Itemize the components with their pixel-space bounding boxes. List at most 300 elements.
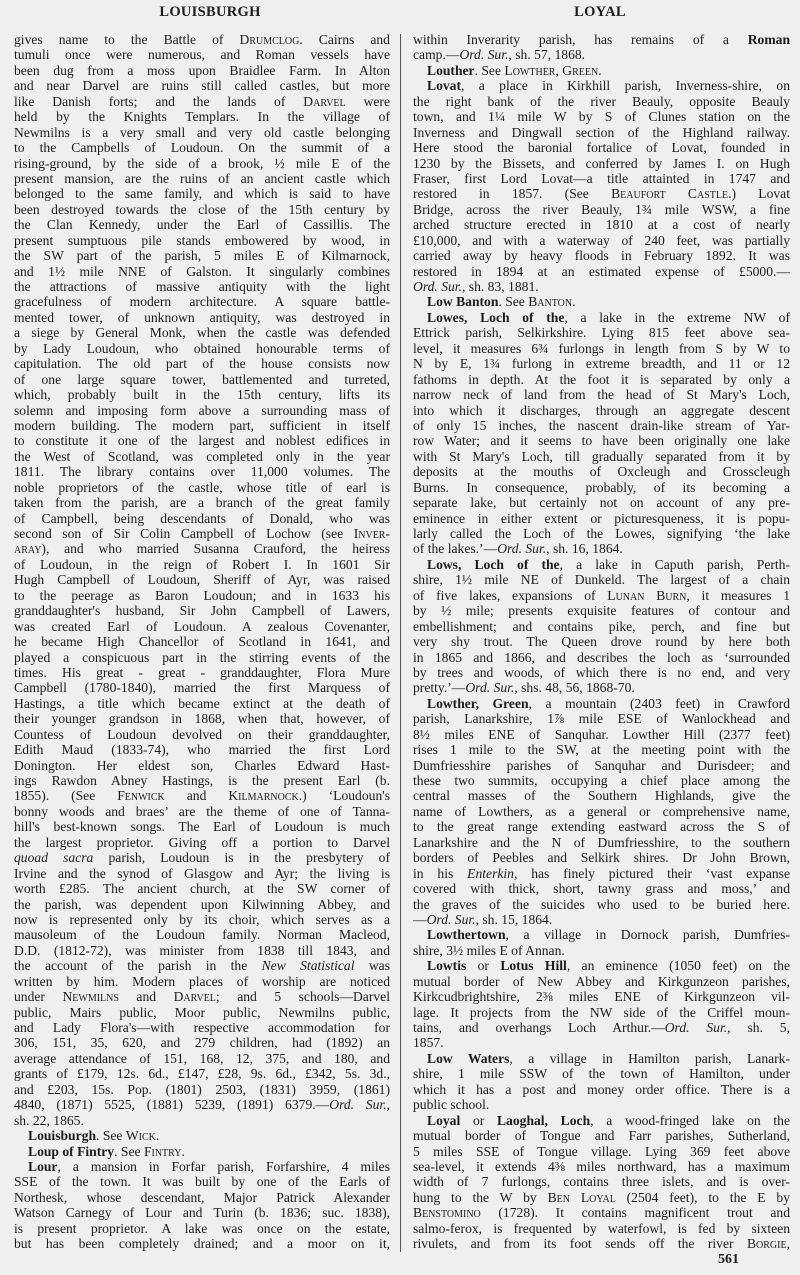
entry-headword: Low Banton bbox=[427, 294, 499, 310]
text-run: like Danish forts; and the lands of bbox=[14, 93, 304, 109]
text-run: public school. bbox=[413, 1097, 490, 1113]
text-run: deposits at the mouths of Oxcleugh and Crosscleugh bbox=[413, 464, 790, 480]
text-run: Donington. Her eldest son, Charles Edward Hast- bbox=[14, 757, 390, 773]
text-line bbox=[413, 727, 790, 742]
text-run: the parish, was dependent upon Kilwinning Abbey, and bbox=[14, 896, 390, 912]
text-run: Irvine and the synod of Glasgow and Ayr; the living is bbox=[14, 865, 390, 881]
text-line bbox=[14, 680, 390, 695]
text-run: , sh. 16, 1864. bbox=[546, 541, 623, 557]
text-line bbox=[14, 171, 390, 186]
text-run: Hastings, a title which became extinct at the death of bbox=[14, 695, 390, 711]
text-run: within Inverarity parish, has remains of a bbox=[413, 32, 748, 47]
text-run: a siege by General Monk, when the castle was defended bbox=[14, 325, 390, 341]
text-run: covered with thick, short, tawny grass and moss,’ and bbox=[413, 881, 790, 897]
text-run: second son of Sir Colin Campbell of Lochow (see bbox=[14, 526, 354, 541]
cross-reference: Borgie bbox=[746, 1236, 787, 1252]
entry-headword: Lows, Loch of the bbox=[427, 556, 560, 572]
text-run: (1728). It contains magnificent trout and bbox=[480, 1205, 790, 1221]
text-run: Northesk, whose descendant, Major Patrick Alexander bbox=[14, 1189, 390, 1205]
text-run: been dug from a moss upon Braidlee Farm. In Alton bbox=[14, 62, 390, 78]
text-run: their younger grandson in 1868, when that, however, of bbox=[14, 711, 390, 727]
text-run: pretty.’— bbox=[413, 680, 466, 696]
text-run: , bbox=[786, 1236, 790, 1252]
text-run: sh. 22, 1865. bbox=[14, 1112, 84, 1128]
text-run: belonged to the same family, and which is said to have bbox=[14, 186, 390, 202]
text-line bbox=[413, 1159, 790, 1174]
text-line bbox=[413, 835, 790, 850]
text-line bbox=[413, 696, 790, 711]
text-line bbox=[14, 541, 390, 556]
text-run: is present proprietor. A lake was once on the estate, bbox=[14, 1220, 390, 1236]
text-run: under bbox=[14, 989, 63, 1005]
text-line bbox=[413, 94, 790, 109]
text-line bbox=[413, 433, 790, 448]
text-run: been destroyed towards the close of the 15th century by bbox=[14, 201, 390, 217]
text-line bbox=[14, 186, 390, 201]
text-run: 5 miles SSE of Tongue village. Lying 369 feet above bbox=[413, 1143, 790, 1159]
text-line bbox=[413, 310, 790, 325]
text-line bbox=[14, 1174, 390, 1189]
text-run: ; and 5 schools—Darvel bbox=[215, 989, 390, 1005]
text-line bbox=[14, 449, 390, 464]
text-line bbox=[14, 202, 390, 217]
text-run: ), and who married Susanna Crauford, the heiress bbox=[41, 541, 390, 557]
text-run: 8½ miles ENE of Sanquhar. Lowther Hill (2377 feet) bbox=[413, 726, 790, 742]
text-run: rising-ground, by the side of a brook, ½ mile E of the bbox=[14, 155, 390, 171]
text-run: town, and 1¼ mile W by S of Clunes station on the bbox=[413, 109, 790, 125]
text-line bbox=[413, 974, 790, 989]
cross-reference: Darvel bbox=[303, 93, 346, 109]
text-line bbox=[14, 264, 390, 279]
text-run: now is represented only by its choir, which serves as a bbox=[14, 911, 390, 927]
entry-headword: Loup of Fintry bbox=[28, 1143, 115, 1159]
entry-headword: Laoghal, Loch bbox=[496, 1112, 591, 1128]
text-line bbox=[14, 480, 390, 495]
text-line bbox=[14, 310, 390, 325]
entry-headword: Louisburgh bbox=[28, 1128, 97, 1144]
text-line bbox=[14, 819, 390, 834]
text-run: ings Rawdon Abney Hastings, is the present Earl (b. bbox=[14, 773, 390, 788]
text-run: separate lake, but certainly not on account of any pre- bbox=[413, 495, 790, 511]
text-run: was bbox=[354, 958, 390, 974]
text-run: 4840, (1871) 5525, (1881) 5239, (1891) 6379.— bbox=[14, 1097, 330, 1113]
text-line bbox=[413, 156, 790, 171]
text-line bbox=[413, 1144, 790, 1159]
text-run: by trees and woods, of which there is no end, and very bbox=[413, 664, 790, 680]
text-line bbox=[14, 650, 390, 665]
text-line bbox=[14, 572, 390, 587]
text-run: times. His great - great - granddaughter, Flora Mure bbox=[14, 664, 390, 680]
text-run: Countess of Loudoun devolved on their granddaughter, bbox=[14, 726, 390, 742]
text-run: to the Campbells of Loudoun. On the summit of a bbox=[14, 140, 390, 156]
text-line bbox=[413, 63, 790, 78]
text-run: the attractions of massive antiquity with the light bbox=[14, 279, 390, 294]
text-run: shire, 3½ miles E of Annan. bbox=[413, 942, 565, 958]
text-line bbox=[14, 1144, 390, 1159]
text-line bbox=[413, 1066, 790, 1081]
text-run: , it measures 1 bbox=[686, 587, 790, 603]
text-run: present mansion, are the ruins of an ancient castle which bbox=[14, 170, 390, 186]
text-run: the graves of the suicides who used to be buried here. bbox=[413, 896, 790, 912]
text-line bbox=[413, 603, 790, 618]
text-line bbox=[413, 788, 790, 803]
text-line bbox=[413, 541, 790, 556]
text-run: (2504 feet), to the E by bbox=[615, 1189, 790, 1205]
text-line bbox=[14, 958, 390, 973]
text-line bbox=[413, 464, 790, 479]
text-run: public, Mairs public, Moor public, Newmilns public, bbox=[14, 1004, 390, 1020]
text-line bbox=[413, 341, 790, 356]
cross-reference: Fintry bbox=[143, 1143, 182, 1159]
text-run: of Campbell, being descendants of Donald, who was bbox=[14, 510, 390, 526]
text-run: , sh. 57, 1868. bbox=[508, 47, 586, 63]
text-run: the SW part of the parish, 5 miles E of Kilmarnock, bbox=[14, 248, 390, 264]
text-run: Hugh Campbell of Loudoun, Sheriff of Ayr, was raised bbox=[14, 572, 390, 588]
entry-headword: Lotus Hill bbox=[500, 958, 567, 974]
text-line bbox=[14, 1190, 390, 1205]
text-run: gives name to the Battle of bbox=[14, 32, 240, 47]
text-run: Burns. In consequence, probably, of its becoming a bbox=[413, 479, 790, 495]
text-run: in his bbox=[413, 865, 468, 881]
text-run: and £203, 15s. Pop. (1801) 2503, (1831) 3959, (1861) bbox=[14, 1081, 390, 1097]
text-run: tumuli once were numerous, and Roman vessels have bbox=[14, 47, 390, 63]
text-run: of the lakes.’— bbox=[413, 541, 498, 557]
text-line bbox=[14, 78, 390, 93]
text-line bbox=[14, 1205, 390, 1220]
column-divider bbox=[400, 34, 401, 1252]
text-line bbox=[14, 387, 390, 402]
text-run: 306, 151, 35, 620, and 279 children, had (1892) an bbox=[14, 1035, 390, 1051]
text-line bbox=[413, 171, 790, 186]
text-line bbox=[413, 202, 790, 217]
entry-headword: Lour bbox=[28, 1158, 58, 1174]
text-run: row Water; and it seems to have been originally one lake bbox=[413, 433, 790, 449]
text-line bbox=[14, 464, 390, 479]
text-line bbox=[14, 835, 390, 850]
italic-text: Ord. Sur. bbox=[459, 47, 509, 63]
text-line bbox=[413, 912, 790, 927]
text-run: mutual border of Tongue and Farr parishes, Sutherland, bbox=[413, 1128, 790, 1144]
text-run: of five lakes, expansions of bbox=[413, 587, 608, 603]
entry-headword: Lowes, Loch of the bbox=[427, 309, 565, 325]
text-line bbox=[413, 650, 790, 665]
text-run: or bbox=[466, 958, 501, 974]
text-run: gracefulness of modern architecture. A square battle- bbox=[14, 294, 390, 310]
text-line bbox=[413, 480, 790, 495]
text-run: written by him. Modern places of worship are noticed bbox=[14, 973, 390, 989]
italic-text: New Statistical bbox=[261, 958, 355, 974]
text-line bbox=[413, 264, 790, 279]
text-line bbox=[413, 1236, 790, 1251]
text-line bbox=[413, 217, 790, 232]
text-run: very shy trout. The Queen drove round by here both bbox=[413, 634, 790, 650]
text-run: .) Lovat bbox=[728, 186, 790, 202]
text-run: the West of Scotland, was completed only in the year bbox=[14, 448, 390, 464]
text-line bbox=[413, 1113, 790, 1128]
text-run: was created Earl of Loudoun. A zealous Covenanter, bbox=[14, 618, 390, 634]
cross-reference: aray bbox=[14, 541, 42, 557]
italic-text: Ord. Sur. bbox=[426, 911, 476, 927]
text-run: , a mountain (2403 feet) in Crawford bbox=[528, 695, 790, 711]
text-line bbox=[14, 881, 390, 896]
text-line bbox=[14, 140, 390, 155]
text-line bbox=[413, 356, 790, 371]
text-line bbox=[14, 1236, 390, 1251]
text-run: £10,000, and with a waterway of 240 feet, was partially bbox=[413, 232, 790, 248]
text-run: were bbox=[345, 93, 390, 109]
text-line bbox=[413, 572, 790, 587]
text-line bbox=[14, 511, 390, 526]
text-line bbox=[14, 495, 390, 510]
text-line bbox=[413, 1128, 790, 1143]
text-line bbox=[14, 233, 390, 248]
text-run: mutual border of New Abbey and Kirkgunzeon parishes, bbox=[413, 973, 790, 989]
text-line bbox=[14, 927, 390, 942]
text-line bbox=[413, 511, 790, 526]
text-run: with St Mary's Loch, till gradually separated from it by bbox=[413, 448, 790, 464]
text-line bbox=[413, 588, 790, 603]
text-run: restored in 1894 at an estimated expense of £5000.— bbox=[413, 263, 790, 279]
text-run: mented tower, of unknown antiquity, was destroyed in bbox=[14, 309, 390, 325]
text-line bbox=[413, 1174, 790, 1189]
text-run: , a village in Dornock parish, Dumfries- bbox=[505, 927, 790, 943]
text-line bbox=[413, 1051, 790, 1066]
text-line bbox=[413, 279, 790, 294]
italic-text: Ord. Sur. bbox=[497, 541, 547, 557]
text-line bbox=[413, 1082, 790, 1097]
text-run: carried away by heavy floods in February 1892. It was bbox=[413, 248, 790, 264]
text-run: to the great range extending eastward across the S of bbox=[413, 819, 790, 835]
text-line bbox=[413, 233, 790, 248]
text-run: of only 15 inches, the nascent drain-like stream of Yar- bbox=[413, 417, 790, 433]
text-line bbox=[413, 109, 790, 124]
text-line bbox=[14, 372, 390, 387]
right-column bbox=[413, 32, 790, 1252]
text-run: hill's best-known songs. The Earl of Loudoun is much bbox=[14, 819, 390, 835]
cross-reference: Inver- bbox=[353, 526, 390, 541]
text-line bbox=[14, 526, 390, 541]
text-line bbox=[14, 696, 390, 711]
text-line bbox=[14, 279, 390, 294]
text-line bbox=[14, 758, 390, 773]
text-run: shire, 1 mile SSW of the town of Hamilton, under bbox=[413, 1066, 790, 1082]
text-run: . bbox=[572, 294, 576, 310]
text-run: and Lady Flora's—with respective accommodation for bbox=[14, 1020, 390, 1035]
text-line bbox=[14, 1082, 390, 1097]
text-run: rivulets, and from its foot sends off the river bbox=[413, 1236, 747, 1252]
text-line bbox=[413, 495, 790, 510]
running-head-right: LOYAL bbox=[574, 4, 626, 20]
cross-reference: Newmilns bbox=[62, 989, 119, 1005]
text-run: name of Lowthers, as a general or comprehensive name, bbox=[413, 803, 790, 819]
text-run: salmo-ferox, is frequented by waterfowl, is fed by sixteen bbox=[413, 1220, 790, 1236]
text-run: . See bbox=[96, 1128, 126, 1144]
text-run: the right bank of the river Beauly, opposite Beauly bbox=[413, 93, 790, 109]
entry-headword: Lovat bbox=[427, 78, 461, 94]
text-run: central masses of the Southern Highlands, give the bbox=[413, 788, 790, 804]
text-line bbox=[14, 47, 390, 62]
italic-text: Ord. Sur. bbox=[413, 279, 462, 294]
text-line bbox=[14, 217, 390, 232]
text-line bbox=[413, 248, 790, 263]
text-line bbox=[413, 742, 790, 757]
text-line bbox=[413, 387, 790, 402]
text-run: shire, 1½ mile NE of Dunkeld. The largest of a chain bbox=[413, 572, 790, 588]
text-line bbox=[413, 449, 790, 464]
text-line bbox=[413, 294, 790, 309]
text-run: 1230 by the Bissets, and conferred by James I. on Hugh bbox=[413, 155, 790, 171]
text-line bbox=[14, 773, 390, 788]
text-run: to the peerage as Baron Loudoun; and in 1633 his bbox=[14, 587, 390, 603]
text-run: these two summits, occupying a chief place among the bbox=[413, 773, 790, 788]
text-run: noble proprietors of the castle, whose title of earl is bbox=[14, 479, 390, 495]
text-line bbox=[14, 125, 390, 140]
text-run: Bridge, across the river Beauly, 1¾ mile WSW, a fine bbox=[413, 201, 790, 217]
italic-text: Enterkin bbox=[467, 865, 514, 881]
text-line bbox=[14, 32, 390, 47]
text-line bbox=[413, 773, 790, 788]
text-line bbox=[14, 1097, 390, 1112]
text-line bbox=[413, 1221, 790, 1236]
text-line bbox=[413, 866, 790, 881]
italic-text: quoad sacra bbox=[14, 850, 94, 866]
entry-headword: Low Waters bbox=[427, 1050, 510, 1066]
text-run: Dumfriesshire parishes of Sanquhar and Durisdeer; and bbox=[413, 757, 790, 773]
text-run: present sumptuous pile stands embowered by wood, in bbox=[14, 232, 390, 248]
text-run: in 1865 and 1866, and describes the loch as ‘surrounded bbox=[413, 649, 790, 665]
text-run: , a village in Hamilton parish, Lanark- bbox=[509, 1050, 790, 1066]
text-run: , sh. 15, 1864. bbox=[475, 911, 553, 927]
text-run: fathoms in depth. At the foot it is separated by only a bbox=[413, 371, 790, 387]
text-line bbox=[413, 850, 790, 865]
text-line bbox=[14, 1113, 390, 1128]
text-run: Kirkcudbrightshire, 2⅜ miles ENE of Kirkgunzeon vil- bbox=[413, 989, 790, 1005]
text-run: into which it discharges, through an aggregate descent bbox=[413, 402, 790, 418]
text-line bbox=[14, 94, 390, 109]
text-run: . bbox=[598, 62, 602, 78]
text-run: and near Darvel are ruins still called castles, but more bbox=[14, 78, 390, 94]
text-run: — bbox=[413, 911, 427, 927]
cross-reference: Darvel bbox=[173, 989, 216, 1005]
italic-text: Ord. Sur. bbox=[465, 680, 515, 696]
text-run: Edith Maud (1833-74), who married the first Lord bbox=[14, 742, 390, 758]
entry-headword: Louther bbox=[427, 62, 475, 78]
text-run: taken from the parish, are a branch of the great family bbox=[14, 495, 390, 511]
text-line bbox=[413, 140, 790, 155]
text-line bbox=[413, 1190, 790, 1205]
text-line bbox=[413, 665, 790, 680]
text-line bbox=[14, 433, 390, 448]
text-line bbox=[413, 1205, 790, 1220]
text-run: N by E, 1¾ furlong in extreme breadth, and 11 or 12 bbox=[413, 356, 790, 372]
text-run: D.D. (1812-72), was minister from 1838 till 1843, and bbox=[14, 942, 390, 958]
text-run: 1811. The library contains over 11,000 volumes. The bbox=[14, 464, 390, 480]
text-line bbox=[14, 974, 390, 989]
text-line bbox=[413, 634, 790, 649]
text-run: , an eminence (1050 feet) on the bbox=[566, 958, 790, 974]
text-run: of Loudoun, in the reign of Robert I. In 1601 Sir bbox=[14, 556, 390, 572]
text-line bbox=[413, 711, 790, 726]
text-run: held by the Knights Templars. In the village of bbox=[14, 109, 390, 125]
text-line bbox=[14, 557, 390, 572]
running-head-left: LOUISBURGH bbox=[159, 4, 261, 20]
text-run: , sh. 5, bbox=[727, 1020, 790, 1035]
text-run: modern building. The modern part, sufficient in itself bbox=[14, 417, 390, 433]
text-line bbox=[413, 325, 790, 340]
text-run: which it has a post and money order office. There is a bbox=[413, 1081, 790, 1097]
text-line bbox=[14, 156, 390, 171]
text-line bbox=[14, 63, 390, 78]
text-run: the Clan Kennedy, under the Earl of Cassillis. The bbox=[14, 217, 390, 233]
text-line bbox=[413, 758, 790, 773]
text-run: Inverness and Dingwall section of the Highland railway. bbox=[413, 124, 790, 140]
cross-reference: Kilmarnock bbox=[228, 788, 299, 804]
text-line bbox=[413, 47, 790, 62]
text-run: solemn and imposing form above a surrounding mass of bbox=[14, 402, 390, 418]
text-line bbox=[14, 603, 390, 618]
text-line bbox=[14, 619, 390, 634]
text-run: , a mansion in Forfar parish, Forfarshire, 4 miles bbox=[57, 1158, 390, 1174]
text-line bbox=[14, 588, 390, 603]
text-line bbox=[413, 897, 790, 912]
text-line bbox=[413, 125, 790, 140]
text-run: played a conspicuous part in the stirring events of the bbox=[14, 649, 390, 665]
text-run: which, probably built in the 15th century, lifts its bbox=[14, 387, 390, 403]
text-line bbox=[413, 927, 790, 942]
text-run: eminence in either extent or picturesqueness, it is popu- bbox=[413, 510, 790, 526]
text-run: or bbox=[460, 1112, 497, 1128]
cross-reference: Banton bbox=[528, 294, 573, 310]
entry-headword: Loyal bbox=[427, 1112, 461, 1128]
text-line bbox=[14, 418, 390, 433]
text-line bbox=[413, 78, 790, 93]
text-line bbox=[413, 418, 790, 433]
text-line bbox=[14, 727, 390, 742]
text-line bbox=[413, 32, 790, 47]
entry-headword: Lowtis bbox=[427, 958, 467, 974]
text-line bbox=[413, 881, 790, 896]
text-run: and 1½ mile NNE of Galston. It singularly combines bbox=[14, 263, 390, 279]
text-line bbox=[14, 403, 390, 418]
text-line bbox=[413, 989, 790, 1004]
text-run: . See bbox=[114, 1143, 144, 1159]
text-line bbox=[413, 526, 790, 541]
text-line bbox=[14, 1221, 390, 1236]
text-line bbox=[413, 804, 790, 819]
text-run: 1855). (See bbox=[14, 788, 118, 804]
text-line bbox=[14, 325, 390, 340]
text-line bbox=[413, 557, 790, 572]
text-run: Ettrick parish, Selkirkshire. Lying 815 feet above sea- bbox=[413, 325, 790, 341]
text-run: narrow neck of land from the head of St Mary's Loch, bbox=[413, 387, 790, 403]
text-run: he became High Chancellor of Scotland in 1641, and bbox=[14, 634, 390, 650]
text-line bbox=[14, 912, 390, 927]
text-run: , has finely pictured their ‘vast expanse bbox=[513, 865, 790, 881]
text-run: tains, and overhangs Loch Arthur.— bbox=[413, 1020, 665, 1035]
text-run: . bbox=[181, 1143, 185, 1159]
cross-reference: Lunan Burn bbox=[607, 587, 687, 603]
text-run: larly called the Loch of the Lowes, signifying ‘the lake bbox=[413, 526, 790, 541]
text-run: by ½ mile; presents exquisite features of contour and bbox=[413, 603, 790, 619]
entry-headword: Lowthertown bbox=[427, 927, 506, 943]
text-line bbox=[14, 742, 390, 757]
left-column bbox=[14, 32, 390, 1252]
text-line bbox=[14, 711, 390, 726]
text-run: rises 1 mile to the SW, at the meeting point with the bbox=[413, 742, 790, 758]
text-run: the largest proprietor. Giving off a portion to Darvel bbox=[14, 834, 390, 850]
cross-reference: Beaufort Castle bbox=[611, 186, 729, 202]
text-line bbox=[14, 1051, 390, 1066]
